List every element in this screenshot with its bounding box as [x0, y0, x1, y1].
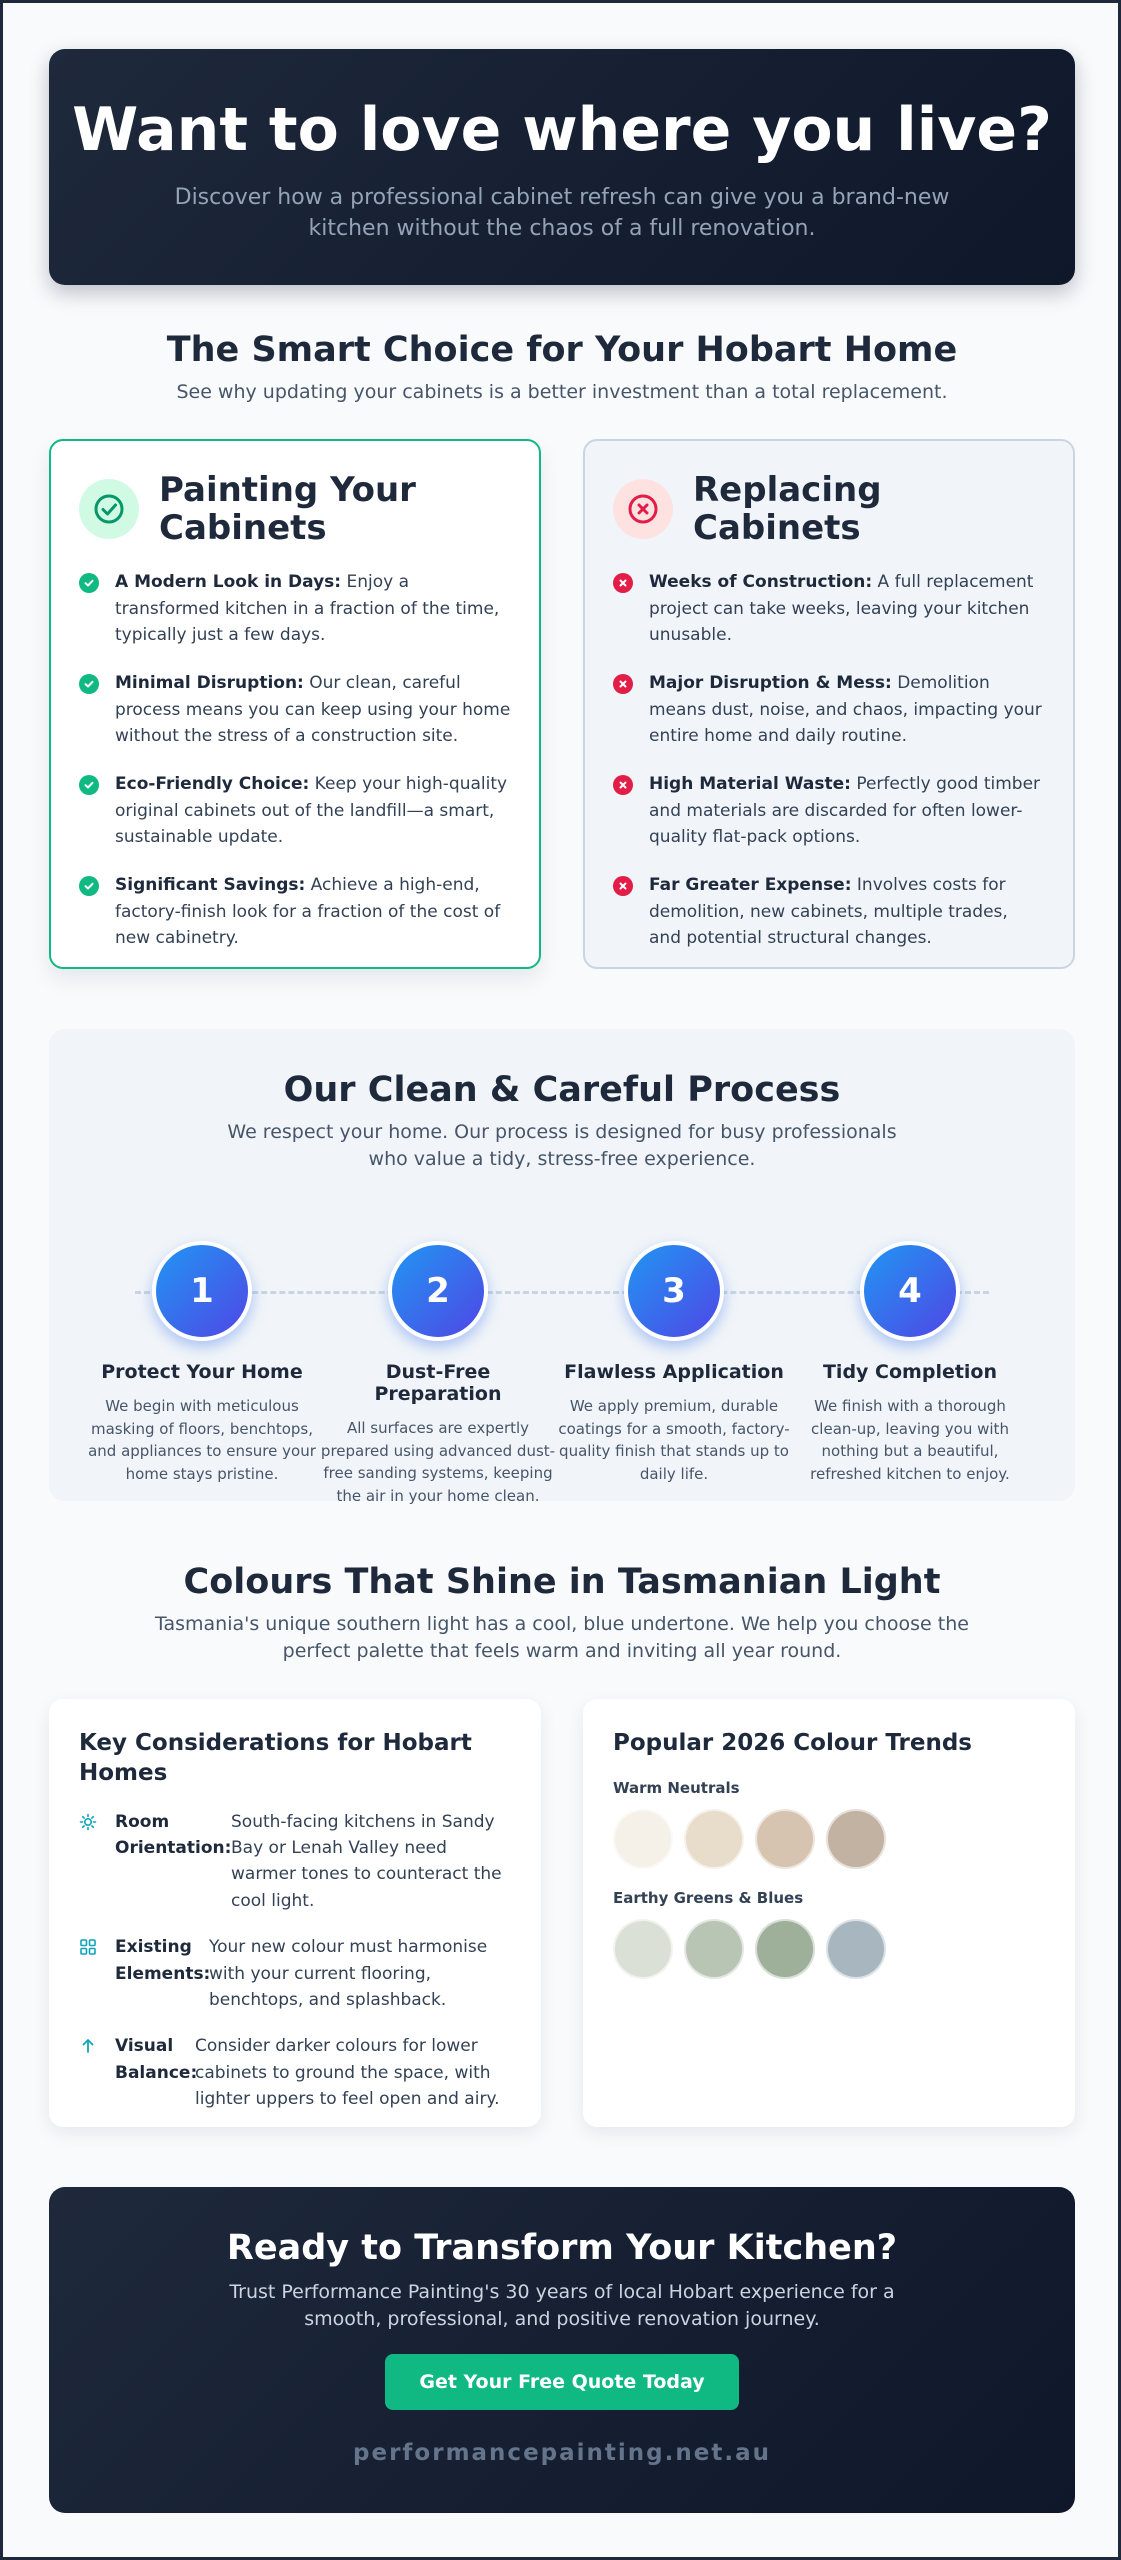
list-item-bold: Major Disruption & Mess: [649, 673, 892, 694]
list-item-text [115, 569, 511, 648]
swatch-group-label: Earthy Greens & Blues [613, 1888, 804, 1907]
consideration-label: Visual Balance: [115, 2036, 198, 2083]
step-text: We finish with a thorough clean-up, leaving you with nothing but a beautiful, refreshed kitchen to enjoy. [810, 1397, 1010, 1483]
list-item [613, 872, 1045, 951]
consideration-item [79, 2033, 511, 2112]
painting-benefits-list [79, 569, 511, 951]
hero-subtitle: Discover how a professional cabinet refresh can give you a brand-new kitchen without the chaos of a full renovation. [174, 185, 950, 241]
colour-swatch[interactable] [684, 1809, 744, 1869]
colours-subtitle: Tasmania's unique southern light has a cool, blue undertone. We help you choose the perfect palette that feels warm and inviting all year round. [155, 1613, 969, 1662]
colour-swatch[interactable] [755, 1919, 815, 1979]
colour-swatch[interactable] [826, 1809, 886, 1869]
process-step [84, 1219, 320, 1485]
consideration-item [79, 1809, 511, 1914]
cta-subtitle: Trust Performance Painting's 30 years of local Hobart experience for a smooth, professional, and positive renovation journey. [229, 2281, 895, 2330]
process-title: Our Clean & Careful Process [283, 1070, 841, 1110]
step-text: We begin with meticulous masking of floors, benchtops, and appliances to ensure your home stays pristine. [88, 1397, 316, 1483]
list-item [613, 569, 1045, 648]
step-text: All surfaces are expertly prepared using advanced dust-free sanding systems, keeping the air in your home clean. [320, 1419, 556, 1505]
list-item-text [649, 569, 1045, 648]
colour-swatch[interactable] [613, 1809, 673, 1869]
check-icon [79, 876, 99, 896]
consideration-text: South-facing kitchens in Sandy Bay or Lenah Valley need warmer tones to counteract the cool light. [231, 1811, 502, 1911]
x-icon [613, 674, 633, 694]
list-item-bold: Weeks of Construction: [649, 572, 873, 593]
process-step [792, 1219, 1028, 1485]
list-item-desc: Involves costs for demolition, new cabinets, multiple trades, and potential structural changes. [649, 875, 1008, 948]
process-step [556, 1219, 792, 1485]
hero-title: Want to love where you live? [72, 95, 1052, 165]
step-number: 4 [860, 1241, 960, 1341]
swatch-row [613, 1919, 1045, 1979]
considerations-title: Key Considerations for Hobart Homes [79, 1730, 472, 1786]
compare-subtitle: See why updating your cabinets is a better investment than a total replacement. [176, 381, 948, 403]
list-item-desc: Enjoy a transformed kitchen in a fraction of the time, typically just a few days. [115, 572, 500, 645]
get-quote-button[interactable]: Get Your Free Quote Today [385, 2354, 739, 2410]
list-item-text [115, 872, 511, 951]
list-item-text [115, 670, 511, 749]
x-icon [613, 775, 633, 795]
considerations-panel [49, 1699, 541, 2127]
list-item-bold: Significant Savings: [115, 875, 306, 896]
list-item-text [649, 771, 1045, 850]
step-number: 1 [152, 1241, 252, 1341]
painting-card [49, 439, 541, 969]
check-icon [79, 674, 99, 694]
colour-swatch[interactable] [613, 1919, 673, 1979]
website-link[interactable]: performancepainting.net.au [353, 2440, 771, 2467]
cta-title: Ready to Transform Your Kitchen? [226, 2228, 898, 2268]
list-item-text [115, 771, 511, 850]
process-steps [49, 1219, 1075, 1505]
compare-title: The Smart Choice for Your Hobart Home [166, 330, 958, 370]
replacing-card [583, 439, 1075, 969]
consideration-label: Room Orientation: [115, 1811, 232, 1859]
list-item-bold: Far Greater Expense: [649, 875, 852, 896]
list-item-desc: A full replacement project can take weeks, leaving your kitchen unusable. [649, 572, 1034, 645]
cta-banner [49, 2187, 1075, 2513]
swatch-group-label: Warm Neutrals [613, 1778, 740, 1797]
check-circle-icon [79, 479, 139, 539]
step-title: Tidy Completion [822, 1361, 998, 1383]
list-item-text [649, 872, 1045, 951]
trends-panel [583, 1699, 1075, 2127]
colour-swatch[interactable] [826, 1919, 886, 1979]
trends-title: Popular 2026 Colour Trends [613, 1730, 972, 1756]
consideration-text: Consider darker colours for lower cabinets to ground the space, with lighter uppers to feel open and airy. [195, 2036, 500, 2109]
list-item [79, 569, 511, 648]
list-item-bold: Minimal Disruption: [115, 673, 304, 694]
replacing-card-title: Replacing Cabinets [693, 470, 882, 549]
colour-swatch[interactable] [755, 1809, 815, 1869]
list-item-desc: Demolition means dust, noise, and chaos, impacting your entire home and daily routine. [649, 673, 1042, 746]
process-section [49, 1029, 1075, 1505]
process-step [320, 1219, 556, 1507]
consideration-text: Your new colour must harmonise with your current flooring, benchtops, and splashback. [209, 1937, 488, 2010]
step-number: 3 [624, 1241, 724, 1341]
swatch-row [613, 1809, 1045, 1869]
list-item-desc: Keep your high-quality original cabinets out of the landfill—a smart, sustainable update. [115, 774, 508, 847]
list-item-bold: A Modern Look in Days: [115, 572, 342, 593]
consideration-item [79, 1934, 511, 2013]
list-item [79, 670, 511, 749]
list-item-desc: Achieve a high-end, factory-finish look for a fraction of the cost of new cabinetry. [115, 875, 501, 948]
list-item-bold: Eco-Friendly Choice: [115, 774, 310, 795]
step-number: 2 [388, 1241, 488, 1341]
colours-title: Colours That Shine in Tasmanian Light [183, 1562, 941, 1602]
list-item [613, 670, 1045, 749]
compare-cards [49, 439, 1075, 969]
colours-panels [49, 1699, 1075, 2127]
arrow-up-icon [79, 2037, 101, 2112]
step-title: Dust-Free Preparation [374, 1361, 502, 1405]
x-circle-icon [613, 479, 673, 539]
list-item [613, 771, 1045, 850]
compare-heading [49, 329, 1075, 406]
painting-card-title: Painting Your Cabinets [159, 470, 416, 549]
sun-icon [79, 1813, 101, 1914]
step-title: Flawless Application [564, 1361, 784, 1383]
hero-banner [49, 49, 1075, 285]
list-item-desc: Our clean, careful process means you can keep using your home without the stress of a construction site. [115, 673, 511, 746]
process-subtitle: We respect your home. Our process is designed for busy professionals who value a tidy, stress-free experience. [227, 1121, 897, 1170]
list-item-bold: High Material Waste: [649, 774, 851, 795]
x-icon [613, 573, 633, 593]
colours-heading [49, 1561, 1075, 1664]
step-title: Protect Your Home [101, 1361, 303, 1383]
list-item [79, 872, 511, 951]
colour-swatch[interactable] [684, 1919, 744, 1979]
list-item-text [649, 670, 1045, 749]
x-icon [613, 876, 633, 896]
list-item [79, 771, 511, 850]
replacing-drawbacks-list [613, 569, 1045, 951]
grid-icon [79, 1938, 101, 2013]
check-icon [79, 573, 99, 593]
list-item-desc: Perfectly good timber and materials are discarded for often lower-quality flat-pack options. [649, 774, 1041, 847]
check-icon [79, 775, 99, 795]
step-text: We apply premium, durable coatings for a smooth, factory-quality finish that stands up to daily life. [558, 1397, 790, 1483]
consideration-label: Existing Elements: [115, 1937, 211, 1984]
trend-groups [613, 1779, 1045, 1979]
considerations-list [79, 1809, 511, 2112]
